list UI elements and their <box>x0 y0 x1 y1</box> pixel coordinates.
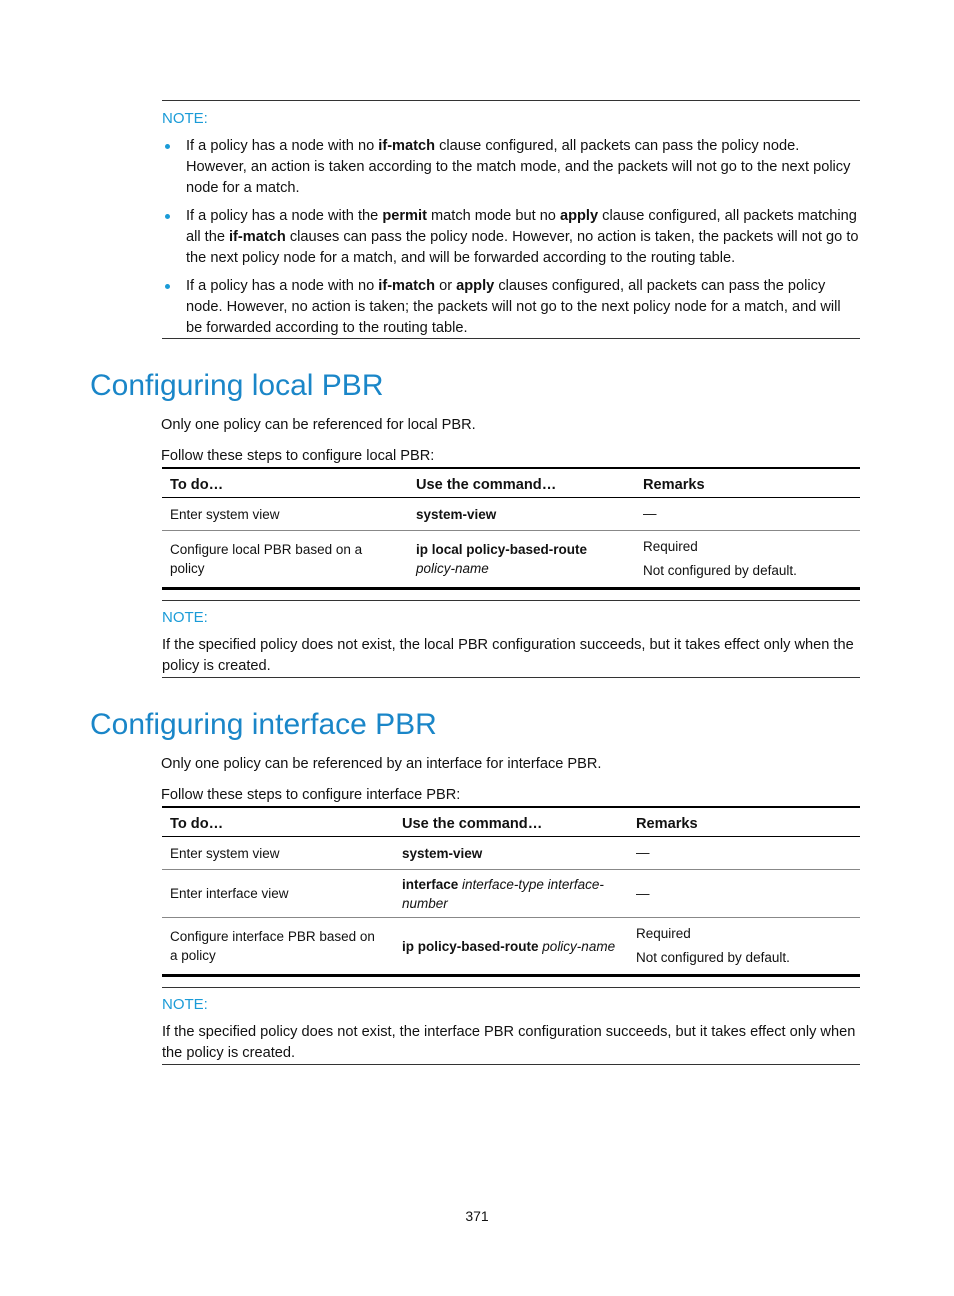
bullet-text: If a policy has a node with the <box>186 208 383 224</box>
interface-pbr-steps-table <box>162 806 860 977</box>
note-bullet-item <box>162 276 860 339</box>
command-keyword: interface <box>402 876 459 892</box>
keyword-text: if-match <box>378 138 436 154</box>
note-bullet-item <box>162 206 860 269</box>
remark-line: Not configured by default. <box>643 563 797 578</box>
bullet-text: If a policy has a node with no <box>186 278 379 294</box>
header-command: Use the command… <box>402 816 543 832</box>
local-pbr-steps-table <box>162 467 860 590</box>
note-text: If the specified policy does not exist, the interface PBR configuration succeeds, but it takes effect only when the policy is created. <box>162 1024 856 1061</box>
keyword-text: apply <box>456 278 495 294</box>
cell-to-do: Enter interface view <box>170 886 289 901</box>
bullet-text: clauses configured, all packets can pass the policy node. However, no action is taken; the packets will not go to the next policy node for a match, and will be forwarded according to the routing table. <box>186 278 841 336</box>
keyword-text: apply <box>559 208 599 224</box>
bullet-text: If a policy has a node with no <box>186 138 379 154</box>
header-command: Use the command… <box>416 477 557 493</box>
cell-to-do: Configure local PBR based on a policy <box>170 542 363 576</box>
bullet-text: clauses can pass the policy node. However, no action is taken, the packets will not go to the next policy node for a match, and will be forwarded according to the routing table. <box>186 229 859 266</box>
command-keyword: ip policy-based-route <box>402 938 539 954</box>
cell-to-do: Enter system view <box>170 506 280 522</box>
table-row <box>162 918 860 976</box>
note-label: NOTE: <box>162 609 208 626</box>
cell-command <box>394 870 628 918</box>
command-argument: policy-name <box>542 938 616 954</box>
table-row <box>162 498 860 531</box>
cell-remarks <box>635 531 860 589</box>
local-pbr-intro: Only one policy can be referenced for local PBR. <box>161 417 476 433</box>
remark-line: Required <box>636 926 691 941</box>
note-box-local-pbr <box>162 600 860 678</box>
note-box-interface-pbr <box>162 987 860 1065</box>
cell-command <box>394 837 628 870</box>
note-label: NOTE: <box>162 110 208 127</box>
cell-command <box>394 918 628 976</box>
cell-remarks <box>628 870 860 918</box>
note-box-policy-nodes <box>162 100 860 339</box>
table-row <box>162 531 860 589</box>
keyword-text: if-match <box>229 229 286 245</box>
command-argument: policy-name <box>416 561 489 576</box>
bullet-text: clause configured, all packets matching all the <box>186 208 857 245</box>
remark-line: Required <box>643 539 698 554</box>
header-remarks: Remarks <box>643 477 705 493</box>
bullet-text: clause configured, all packets can pass the policy node. However, an action is taken according to the match mode, and the packets will not go to the next policy node for a match. <box>186 138 851 196</box>
command-keyword: system-view <box>416 506 497 522</box>
command-argument: interface-type interface-number <box>402 876 604 911</box>
cell-remarks <box>628 837 860 870</box>
keyword-text: permit <box>382 208 427 224</box>
page-number: 371 <box>465 1208 489 1224</box>
note-bullet-list <box>162 136 860 346</box>
note-label: NOTE: <box>162 996 208 1013</box>
bullet-text: match mode but no <box>426 208 560 224</box>
cell-command <box>408 498 635 531</box>
keyword-text: if-match <box>378 278 436 294</box>
note-text: If the specified policy does not exist, the local PBR configuration succeeds, but it takes effect only when the policy is created. <box>162 637 854 674</box>
interface-pbr-steps-intro: Follow these steps to configure interface PBR: <box>161 787 461 803</box>
remark-line: — <box>643 506 657 521</box>
remark-line: Not configured by default. <box>636 950 790 965</box>
table-row <box>162 837 860 870</box>
cell-remarks <box>628 918 860 976</box>
command-keyword: system-view <box>402 845 483 861</box>
table-header-row <box>162 468 860 498</box>
table-header-row <box>162 807 860 837</box>
remark-line: — <box>636 845 650 860</box>
interface-pbr-intro: Only one policy can be referenced by an interface for interface PBR. <box>161 756 602 772</box>
table-row <box>162 870 860 918</box>
note-bullet-item <box>162 136 860 199</box>
local-pbr-steps-intro: Follow these steps to configure local PBR: <box>161 448 435 464</box>
cell-to-do: Enter system view <box>170 845 280 861</box>
cell-command <box>408 531 635 589</box>
cell-remarks <box>635 498 860 531</box>
header-to-do: To do… <box>170 816 224 832</box>
cell-to-do: Configure interface PBR based on a policy <box>170 929 375 963</box>
command-keyword: ip local policy-based-route <box>416 542 588 557</box>
header-remarks: Remarks <box>636 816 698 832</box>
remark-line: — <box>636 885 650 901</box>
bullet-text: or <box>435 278 457 294</box>
heading-configuring-local-pbr: Configuring local PBR <box>90 369 384 402</box>
heading-configuring-interface-pbr: Configuring interface PBR <box>90 708 437 741</box>
header-to-do: To do… <box>170 477 224 493</box>
